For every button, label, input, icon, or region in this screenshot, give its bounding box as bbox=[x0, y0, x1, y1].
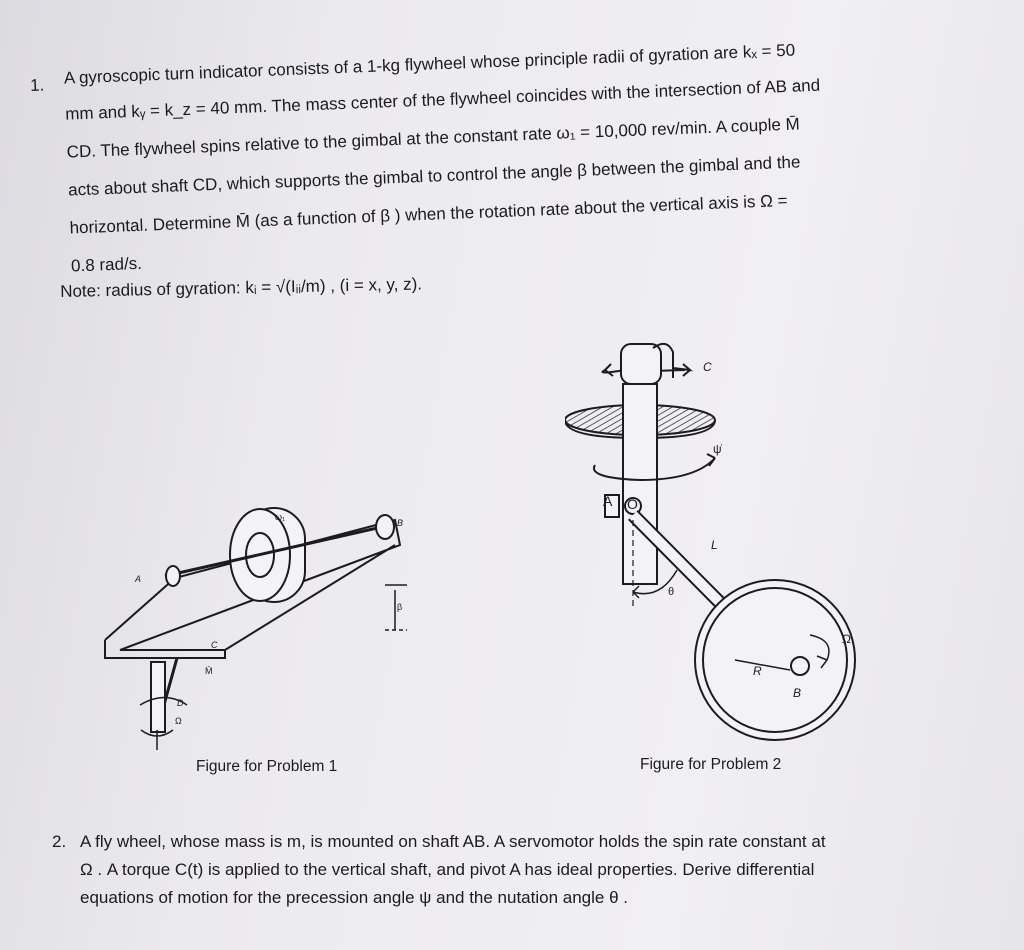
label-r: R bbox=[753, 664, 762, 678]
figure-2-caption: Figure for Problem 2 bbox=[640, 756, 782, 773]
label-omega1: ω₁ bbox=[275, 512, 286, 522]
problem-1-line: 0.8 rad/s. bbox=[70, 253, 143, 276]
note-radius-of-gyration: Note: radius of gyration: kᵢ = √(Iᵢᵢ/m) , (i = x, y, z). bbox=[60, 274, 423, 301]
top-collar bbox=[621, 344, 661, 384]
figure-1-caption: Figure for Problem 1 bbox=[196, 758, 338, 775]
problem-2 bbox=[52, 828, 952, 912]
label-a: A bbox=[135, 574, 142, 584]
problem-1-number: 1. bbox=[29, 75, 45, 95]
problem-2-number: 2. bbox=[52, 832, 67, 851]
figure-problem-2 bbox=[565, 330, 895, 750]
label-theta: θ bbox=[668, 586, 675, 598]
label-o: O bbox=[627, 496, 638, 512]
label-omega: Ω bbox=[175, 716, 182, 726]
problem-1-line: acts about shaft CD, which supports the gimbal to control the angle β between the gimbal and the bbox=[67, 152, 801, 200]
label-psi-dot: ψ̇ bbox=[713, 442, 722, 456]
label-c: C bbox=[703, 360, 712, 374]
label-beta: β bbox=[397, 602, 403, 612]
problem-1-line: CD. The flywheel spins relative to the gimbal at the constant rate ω₁ = 10,000 rev/min. A couple M̄ bbox=[66, 114, 801, 162]
gimbal-flywheel-diagram bbox=[95, 490, 415, 750]
problem-1 bbox=[28, 0, 957, 276]
label-b: B bbox=[397, 518, 404, 528]
problem-2-line: Ω . A torque C(t) is applied to the vertical shaft, and pivot A has ideal properties. Derive differential bbox=[80, 860, 815, 879]
vertical-shaft bbox=[623, 384, 657, 584]
label-d: D bbox=[177, 698, 184, 708]
label-a: A bbox=[603, 493, 613, 509]
figure-problem-1 bbox=[95, 490, 415, 750]
problem-1-line: horizontal. Determine M̄ (as a function of β ) when the rotation rate about the vertical axis is Ω = bbox=[69, 190, 788, 238]
flywheel-pivot-diagram bbox=[565, 330, 895, 750]
problem-2-line: A fly wheel, whose mass is m, is mounted on shaft AB. A servomotor holds the spin rate constant at bbox=[80, 832, 826, 851]
hub-b bbox=[791, 657, 809, 675]
label-omega: Ω bbox=[842, 632, 851, 646]
problem-1-line: mm and kᵧ = k_z = 40 mm. The mass center of the flywheel coincides with the intersection of AB and bbox=[64, 75, 821, 124]
label-c: C bbox=[211, 640, 218, 650]
label-l: L bbox=[711, 538, 718, 552]
problem-2-line: equations of motion for the precession angle ψ and the nutation angle θ . bbox=[80, 888, 628, 907]
flywheel-disk bbox=[695, 580, 855, 740]
label-couple-m: M̄ bbox=[205, 666, 213, 676]
problem-1-line: A gyroscopic turn indicator consists of a 1-kg flywheel whose principle radii of gyration are kₓ = 50 bbox=[63, 40, 796, 88]
label-b: B bbox=[793, 686, 802, 700]
